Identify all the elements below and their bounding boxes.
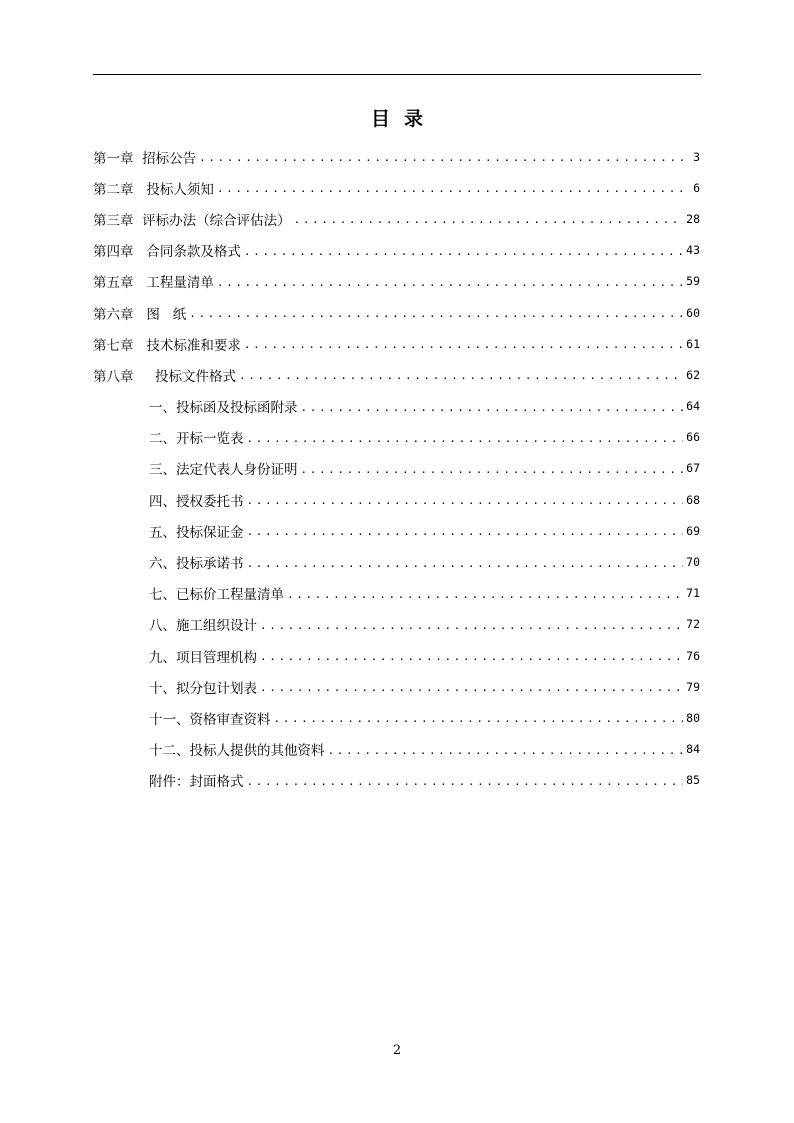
toc-entry[interactable] [93, 702, 700, 733]
toc-entry-label: 六、投标承诺书 [149, 556, 244, 573]
toc-leader-dots [294, 214, 684, 225]
toc-leader-dots [247, 433, 684, 444]
toc-entry[interactable] [93, 484, 700, 515]
toc-entry-label: 七、已标价工程量清单 [149, 587, 284, 604]
toc-entry-page: 80 [686, 710, 700, 725]
toc-leader-dots [247, 495, 684, 506]
toc-leader-dots [239, 370, 683, 381]
header-rule [93, 74, 701, 75]
toc-entry-page: 66 [686, 430, 700, 445]
toc-entry-label: 第四章 合同条款及格式 [93, 244, 241, 261]
toc-entry[interactable] [93, 297, 700, 328]
toc-entry-label: 第六章 图 纸 [93, 306, 187, 323]
toc-entry-label: 八、施工组织设计 [149, 618, 257, 635]
toc-leader-dots [301, 464, 684, 475]
table-of-contents [93, 141, 700, 796]
toc-leader-dots [287, 589, 683, 600]
toc-entry[interactable] [93, 359, 700, 390]
toc-entry[interactable] [93, 578, 700, 609]
toc-title: 目录 [370, 108, 437, 130]
toc-leader-dots [199, 152, 690, 163]
toc-entry[interactable] [93, 203, 700, 234]
toc-leader-dots [244, 246, 683, 257]
toc-entry-page: 67 [686, 461, 700, 476]
toc-entry-page: 59 [686, 274, 700, 289]
toc-entry-label: 第二章 投标人须知 [93, 181, 214, 198]
toc-leader-dots [247, 526, 684, 537]
toc-entry-page: 6 [693, 180, 700, 195]
toc-entry-page: 69 [686, 523, 700, 538]
toc-leader-dots [274, 713, 684, 724]
toc-entry-page: 60 [686, 305, 700, 320]
toc-leader-dots [244, 339, 683, 350]
toc-entry[interactable] [93, 765, 700, 796]
page-number: 2 [392, 1043, 402, 1058]
toc-leader-dots [301, 402, 684, 413]
toc-entry-page: 70 [686, 555, 700, 570]
toc-entry-label: 一、投标函及投标函附录 [149, 400, 298, 417]
toc-entry[interactable] [93, 671, 700, 702]
toc-entry-page: 84 [686, 742, 700, 757]
toc-entry-page: 28 [686, 211, 700, 226]
toc-entry[interactable] [93, 141, 700, 172]
toc-leader-dots [189, 308, 683, 319]
toc-entry[interactable] [93, 734, 700, 765]
toc-leader-dots [247, 776, 684, 787]
toc-entry-label: 第八章 投标文件格式 [93, 368, 236, 385]
toc-entry-label: 四、授权委托书 [149, 493, 244, 510]
toc-entry-label: 五、投标保证金 [149, 524, 244, 541]
toc-entry-label: 十一、资格审查资料 [149, 711, 271, 728]
toc-entry[interactable] [93, 515, 700, 546]
toc-entry[interactable] [93, 328, 700, 359]
toc-entry-page: 79 [686, 679, 700, 694]
toc-entry-page: 71 [686, 586, 700, 601]
toc-leader-dots [247, 558, 684, 569]
toc-entry[interactable] [93, 172, 700, 203]
toc-leader-dots [217, 183, 690, 194]
toc-entry-label: 附件：封面格式 [149, 774, 244, 791]
toc-leader-dots [260, 620, 683, 631]
toc-entry-label: 第一章 招标公告 [93, 150, 197, 167]
toc-entry-page: 68 [686, 492, 700, 507]
toc-entry-label: 第三章 评标办法（综合评估法） [93, 212, 291, 229]
toc-entry-label: 三、法定代表人身份证明 [149, 462, 298, 479]
toc-entry[interactable] [93, 391, 700, 422]
toc-entry[interactable] [93, 235, 700, 266]
toc-entry-label: 第七章 技术标准和要求 [93, 337, 241, 354]
toc-entry-page: 3 [693, 149, 700, 164]
toc-leader-dots [260, 651, 683, 662]
toc-entry[interactable] [93, 422, 700, 453]
toc-entry[interactable] [93, 609, 700, 640]
toc-entry[interactable] [93, 453, 700, 484]
toc-entry-label: 十、拟分包计划表 [149, 680, 257, 697]
toc-entry-page: 43 [686, 243, 700, 258]
toc-entry[interactable] [93, 640, 700, 671]
toc-entry-page: 64 [686, 399, 700, 414]
toc-entry-page: 72 [686, 617, 700, 632]
toc-entry-page: 76 [686, 648, 700, 663]
toc-leader-dots [328, 745, 684, 756]
toc-entry-page: 85 [686, 773, 700, 788]
toc-entry[interactable] [93, 546, 700, 577]
toc-entry-label: 二、开标一览表 [149, 431, 244, 448]
toc-entry-label: 第五章 工程量清单 [93, 275, 214, 292]
toc-leader-dots [217, 277, 683, 288]
toc-entry-page: 62 [686, 367, 700, 382]
toc-leader-dots [260, 682, 683, 693]
toc-entry[interactable] [93, 266, 700, 297]
toc-entry-page: 61 [686, 336, 700, 351]
toc-entry-label: 九、项目管理机构 [149, 649, 257, 666]
toc-entry-label: 十二、投标人提供的其他资料 [149, 743, 325, 760]
